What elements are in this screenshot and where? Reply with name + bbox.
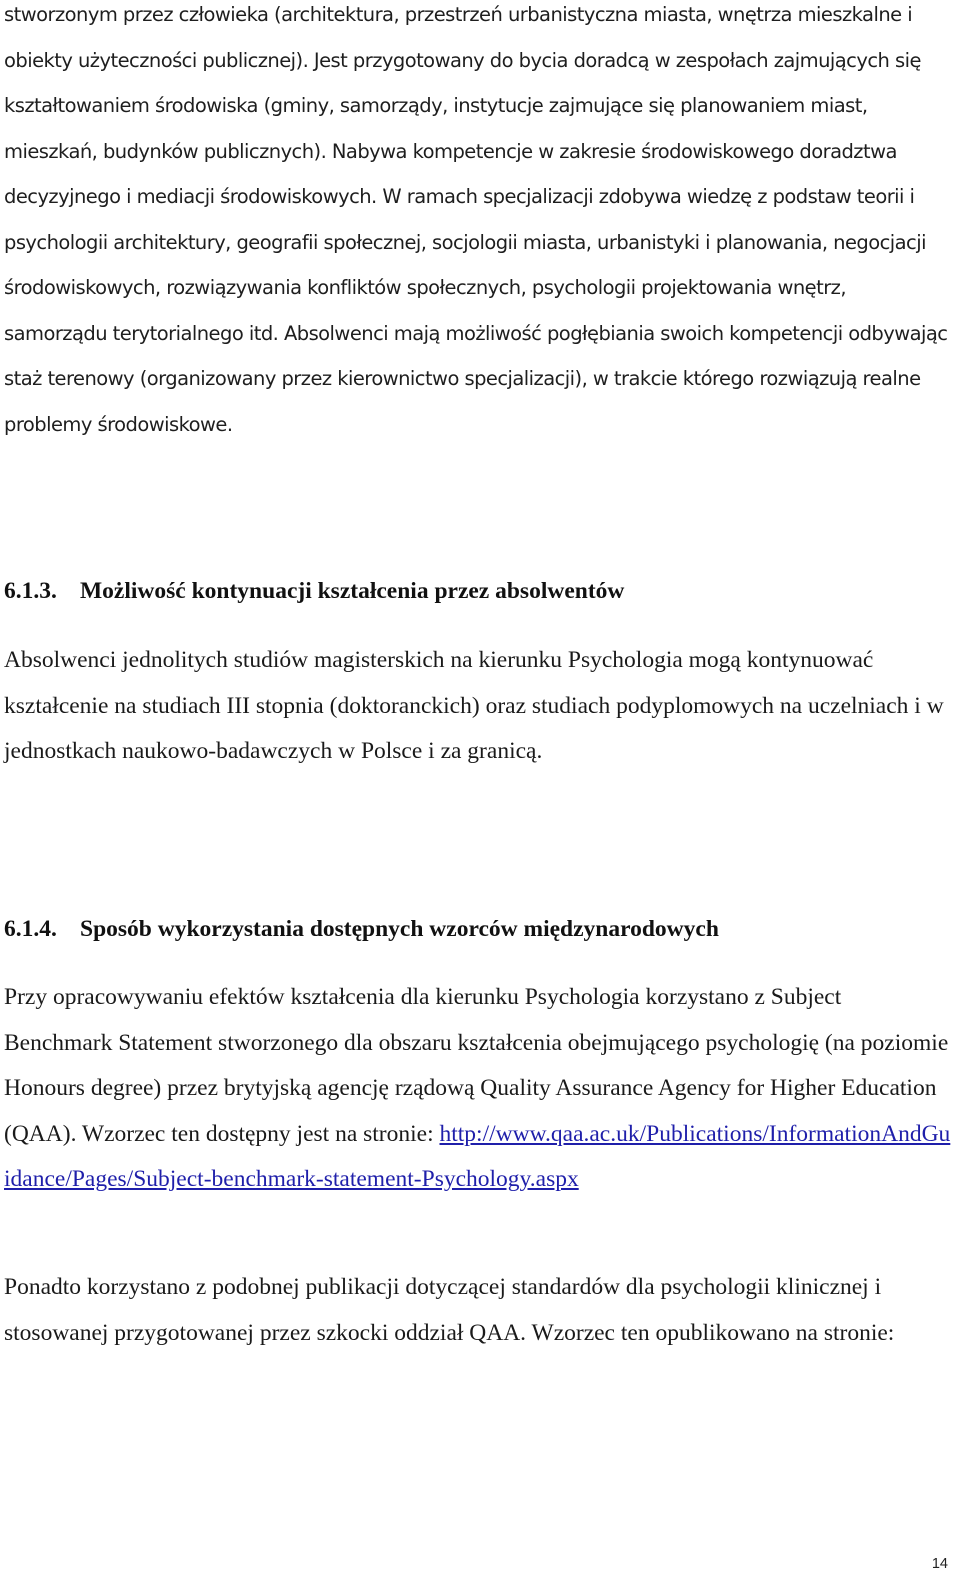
section-title: Sposób wykorzystania dostępnych wzorców międzynarodowych [80, 916, 719, 942]
section-6-1-3-paragraph: Absolwenci jednolitych studiów magisterskich na kierunku Psychologia mogą kontynuować kształcenie na studiach III stopnia (doktoranckich) oraz studiach podyplomowych na uczelniach i w jednostkach naukowo-badawczych w Polsce i za granicą. [4, 647, 944, 764]
section-number: 6.1.4. [4, 916, 57, 942]
page-number: 14 [931, 1556, 948, 1572]
section-6-1-4-paragraph-2: Ponadto korzystano z podobnej publikacji dotyczącej standardów dla psychologii klinicznej i stosowanej przygotowanej przez szkocki oddział QAA. Wzorzec ten opublikowano na stronie: [4, 1274, 895, 1346]
section-heading-6-1-4 [4, 916, 719, 943]
section-number: 6.1.3. [4, 578, 57, 604]
section-title: Możliwość kontynuacji kształcenia przez absolwentów [80, 578, 625, 604]
section-6-1-4-paragraph [4, 975, 952, 1203]
section-6-1-4-text: Przy opracowywaniu efektów kształcenia dla kierunku Psychologia korzystano z Subject Benchmark Statement stworzonego dla obszaru kształcenia obejmującego psychologię (na poziomie Honours degree) przez brytyjską agencję rządową Quality Assurance Agency for Higher Education (QAA). Wzorzec ten dostępny jest na stronie: [4, 984, 949, 1147]
section-heading-6-1-3 [4, 578, 624, 605]
continued-paragraph: stworzonym przez człowieka (architektura, przestrzeń urbanistyczna miasta, wnętrza mieszkalne i obiekty użyteczności publicznej). Jest przygotowany do bycia doradcą w zespołach zajmujących się kształtowaniem środowiska (gminy, samorządy, instytucje zajmujące się planowaniem miast, mieszkań, budynków publicznych). Nabywa kompetencje w zakresie środowiskowego doradztwa decyzyjnego i mediacji środowiskowych. W ramach specjalizacji zdobywa wiedzę z podstaw teorii i psychologii architektury, geografii społecznej, socjologii miasta, urbanistyki i planowania, negocjacji środowiskowych, rozwiązywania konfliktów społecznych, psychologii projektowania wnętrz, samorządu terytorialnego itd. Absolwenci mają możliwość pogłębiania swoich kompetencji odbywając staż terenowy (organizowany przez kierownictwo specjalizacji), w trakcie którego rozwiązują realne problemy środowiskowe. [4, 3, 948, 436]
qaa-benchmark-link[interactable]: http://www.qaa.ac.uk/Publications/InformationAndGuidance/Pages/Subject-benchmark-statement-Psychology.aspx [4, 1120, 951, 1192]
